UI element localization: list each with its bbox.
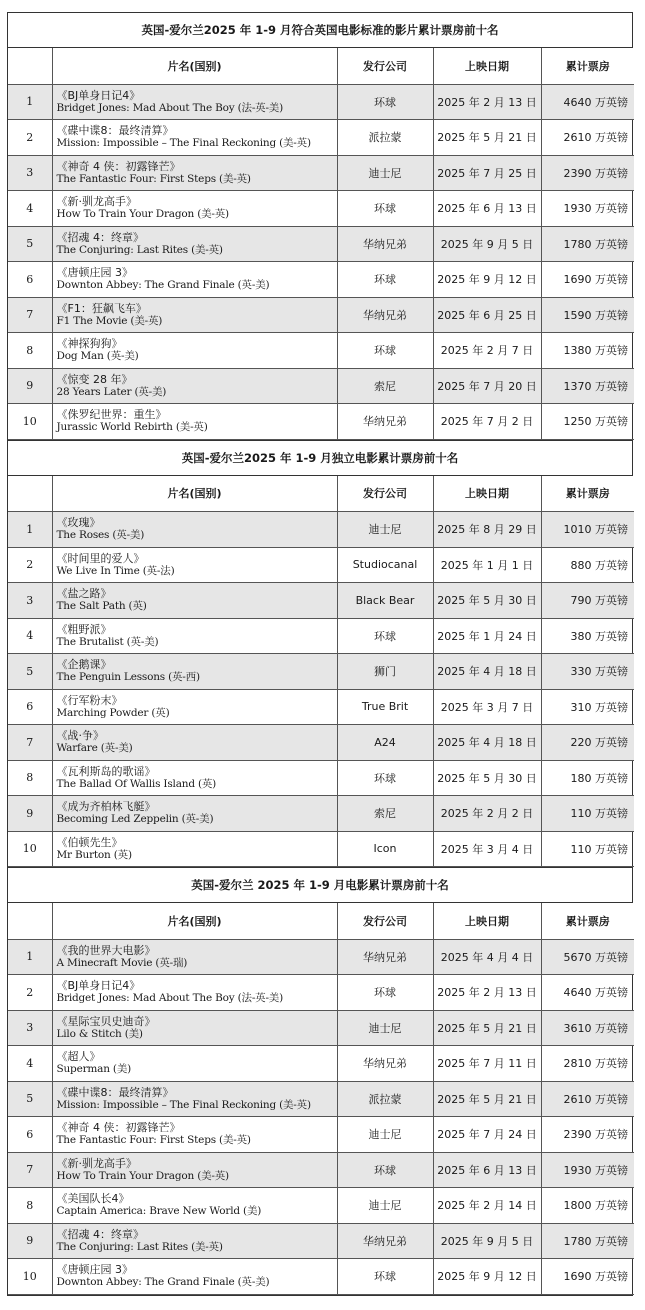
- table-row: [8, 1188, 634, 1224]
- release-date-cell: 2025 年 7 月 20 日: [433, 368, 541, 404]
- title-cell: [52, 155, 337, 191]
- release-date-cell: 2025 年 7 月 11 日: [433, 1046, 541, 1082]
- header-release-date: 上映日期: [433, 476, 541, 512]
- table-row: [8, 796, 634, 832]
- header-rank: [8, 903, 52, 939]
- title-chinese: 《新·驯龙高手》: [56, 1156, 137, 1170]
- title-english: Lilo & Stitch (美): [56, 1027, 143, 1040]
- distributor-cell: 华纳兄弟: [337, 297, 433, 333]
- release-date-cell: 2025 年 9 月 12 日: [433, 1259, 541, 1295]
- title-cell: [52, 618, 337, 654]
- title-chinese: 《行军粉末》: [56, 693, 123, 707]
- distributor-cell: 华纳兄弟: [337, 1223, 433, 1259]
- gross-cell: 1380 万英镑: [541, 333, 634, 369]
- title-cell: [52, 333, 337, 369]
- rank-cell: 5: [8, 654, 52, 690]
- box-office-table: [8, 476, 634, 868]
- gross-cell: 1800 万英镑: [541, 1188, 634, 1224]
- title-english: The Fantastic Four: First Steps (美-英): [56, 1134, 251, 1147]
- header-distributor: 发行公司: [337, 48, 433, 84]
- rank-cell: 3: [8, 583, 52, 619]
- release-date-cell: 2025 年 7 月 2 日: [433, 404, 541, 440]
- title-english: Superman (美): [56, 1063, 132, 1076]
- title-cell: [52, 1081, 337, 1117]
- rank-cell: 10: [8, 404, 52, 440]
- distributor-cell: 狮门: [337, 654, 433, 690]
- distributor-cell: 环球: [337, 191, 433, 227]
- title-english: 28 Years Later (英-美): [56, 385, 167, 398]
- table-row: [8, 939, 634, 975]
- release-date-cell: 2025 年 2 月 14 日: [433, 1188, 541, 1224]
- table-header-row: [8, 903, 634, 939]
- release-date-cell: 2025 年 5 月 21 日: [433, 1010, 541, 1046]
- title-chinese: 《美国队长4》: [56, 1192, 130, 1206]
- rank-cell: 9: [8, 1223, 52, 1259]
- title-chinese: 《BJ单身日记4》: [56, 88, 141, 102]
- title-chinese: 《神奇 4 侠：初露锋芒》: [56, 1121, 181, 1135]
- rank-cell: 6: [8, 262, 52, 298]
- title-chinese: 《唐顿庄园 3》: [56, 266, 133, 280]
- table-row: [8, 191, 634, 227]
- title-chinese: 《惊变 28 年》: [56, 372, 133, 386]
- release-date-cell: 2025 年 6 月 13 日: [433, 191, 541, 227]
- table-row: [8, 654, 634, 690]
- release-date-cell: 2025 年 5 月 30 日: [433, 760, 541, 796]
- rank-cell: 8: [8, 1188, 52, 1224]
- sections-container: [7, 12, 633, 1296]
- distributor-cell: Black Bear: [337, 583, 433, 619]
- rank-cell: 7: [8, 297, 52, 333]
- header-release-date: 上映日期: [433, 48, 541, 84]
- gross-cell: 5670 万英镑: [541, 939, 634, 975]
- box-office-table: [8, 48, 634, 440]
- title-chinese: 《伯顿先生》: [56, 835, 123, 849]
- title-cell: [52, 975, 337, 1011]
- title-chinese: 《新·驯龙高手》: [56, 195, 137, 209]
- rank-cell: 4: [8, 191, 52, 227]
- distributor-cell: 迪士尼: [337, 1010, 433, 1046]
- gross-cell: 1690 万英镑: [541, 262, 634, 298]
- title-english: F1 The Movie (美-英): [56, 314, 163, 327]
- table-row: [8, 1152, 634, 1188]
- title-chinese: 《神奇 4 侠：初露锋芒》: [56, 159, 181, 173]
- gross-cell: 110 万英镑: [541, 796, 634, 832]
- header-title: 片名(国别): [52, 903, 337, 939]
- title-english: Mission: Impossible – The Final Reckoning (美-英): [56, 137, 311, 150]
- title-english: Captain America: Brave New World (美): [56, 1205, 262, 1218]
- title-english: The Penguin Lessons (英-西): [56, 671, 200, 684]
- table-row: [8, 725, 634, 761]
- distributor-cell: 迪士尼: [337, 1188, 433, 1224]
- title-cell: [52, 404, 337, 440]
- title-cell: [52, 1223, 337, 1259]
- release-date-cell: 2025 年 2 月 7 日: [433, 333, 541, 369]
- table-header-row: [8, 476, 634, 512]
- title-chinese: 《玫瑰》: [56, 516, 101, 530]
- table-row: [8, 226, 634, 262]
- table-section: [7, 440, 633, 868]
- gross-cell: 2610 万英镑: [541, 120, 634, 156]
- release-date-cell: 2025 年 5 月 21 日: [433, 1081, 541, 1117]
- gross-cell: 1780 万英镑: [541, 1223, 634, 1259]
- distributor-cell: 环球: [337, 84, 433, 120]
- gross-cell: 1590 万英镑: [541, 297, 634, 333]
- title-cell: [52, 226, 337, 262]
- table-section: [7, 867, 633, 1296]
- release-date-cell: 2025 年 9 月 5 日: [433, 1223, 541, 1259]
- title-chinese: 《企鹅课》: [56, 658, 112, 672]
- title-cell: [52, 1152, 337, 1188]
- title-chinese: 《粗野派》: [56, 622, 112, 636]
- gross-cell: 2610 万英镑: [541, 1081, 634, 1117]
- title-english: A Minecraft Movie (英-瑞): [56, 956, 188, 969]
- table-row: [8, 297, 634, 333]
- rank-cell: 2: [8, 547, 52, 583]
- header-title: 片名(国别): [52, 48, 337, 84]
- gross-cell: 4640 万英镑: [541, 84, 634, 120]
- title-english: Becoming Led Zeppelin (英-美): [56, 813, 214, 826]
- table-row: [8, 1046, 634, 1082]
- gross-cell: 1370 万英镑: [541, 368, 634, 404]
- table-row: [8, 84, 634, 120]
- rank-cell: 4: [8, 1046, 52, 1082]
- rank-cell: 1: [8, 84, 52, 120]
- release-date-cell: 2025 年 5 月 30 日: [433, 583, 541, 619]
- table-header-row: [8, 48, 634, 84]
- release-date-cell: 2025 年 7 月 24 日: [433, 1117, 541, 1153]
- title-cell: [52, 84, 337, 120]
- release-date-cell: 2025 年 1 月 1 日: [433, 547, 541, 583]
- title-chinese: 《BJ单身日记4》: [56, 979, 141, 993]
- title-chinese: 《星际宝贝史迪奇》: [56, 1014, 156, 1028]
- gross-cell: 330 万英镑: [541, 654, 634, 690]
- table-body: [8, 512, 634, 867]
- title-chinese: 《我的世界大电影》: [56, 943, 156, 957]
- title-cell: [52, 725, 337, 761]
- release-date-cell: 2025 年 1 月 24 日: [433, 618, 541, 654]
- title-english: Dog Man (英-美): [56, 350, 139, 363]
- title-cell: [52, 1010, 337, 1046]
- release-date-cell: 2025 年 2 月 2 日: [433, 796, 541, 832]
- gross-cell: 1250 万英镑: [541, 404, 634, 440]
- title-cell: [52, 1188, 337, 1224]
- rank-cell: 3: [8, 1010, 52, 1046]
- distributor-cell: 派拉蒙: [337, 120, 433, 156]
- rank-cell: 2: [8, 120, 52, 156]
- table-row: [8, 760, 634, 796]
- title-chinese: 《瓦利斯岛的歌谣》: [56, 764, 156, 778]
- table-body: [8, 939, 634, 1294]
- gross-cell: 380 万英镑: [541, 618, 634, 654]
- release-date-cell: 2025 年 3 月 4 日: [433, 831, 541, 867]
- table-row: [8, 262, 634, 298]
- table-row: [8, 1010, 634, 1046]
- distributor-cell: Studiocanal: [337, 547, 433, 583]
- section-title: 英国-爱尔兰2025 年 1-9 月独立电影累计票房前十名: [8, 440, 632, 476]
- header-title: 片名(国别): [52, 476, 337, 512]
- release-date-cell: 2025 年 2 月 13 日: [433, 84, 541, 120]
- distributor-cell: 环球: [337, 760, 433, 796]
- rank-cell: 7: [8, 725, 52, 761]
- title-chinese: 《时间里的爱人》: [56, 551, 145, 565]
- title-chinese: 《唐顿庄园 3》: [56, 1263, 133, 1277]
- table-row: [8, 404, 634, 440]
- title-cell: [52, 796, 337, 832]
- gross-cell: 3610 万英镑: [541, 1010, 634, 1046]
- section-title: 英国-爱尔兰 2025 年 1-9 月电影累计票房前十名: [8, 867, 632, 903]
- gross-cell: 1930 万英镑: [541, 1152, 634, 1188]
- table-row: [8, 155, 634, 191]
- release-date-cell: 2025 年 5 月 21 日: [433, 120, 541, 156]
- table-body: [8, 84, 634, 439]
- table-row: [8, 975, 634, 1011]
- distributor-cell: 环球: [337, 618, 433, 654]
- title-cell: [52, 831, 337, 867]
- header-distributor: 发行公司: [337, 903, 433, 939]
- title-english: How To Train Your Dragon (美-英): [56, 1169, 229, 1182]
- gross-cell: 4640 万英镑: [541, 975, 634, 1011]
- title-english: We Live In Time (英-法): [56, 564, 175, 577]
- title-english: How To Train Your Dragon (美-英): [56, 208, 229, 221]
- gross-cell: 310 万英镑: [541, 689, 634, 725]
- gross-cell: 2390 万英镑: [541, 155, 634, 191]
- title-english: The Ballad Of Wallis Island (英): [56, 777, 217, 790]
- title-english: Bridget Jones: Mad About The Boy (法-英-美): [56, 992, 284, 1005]
- release-date-cell: 2025 年 6 月 25 日: [433, 297, 541, 333]
- rank-cell: 5: [8, 226, 52, 262]
- distributor-cell: Icon: [337, 831, 433, 867]
- header-gross: 累计票房: [541, 48, 634, 84]
- gross-cell: 1930 万英镑: [541, 191, 634, 227]
- distributor-cell: 迪士尼: [337, 155, 433, 191]
- rank-cell: 10: [8, 1259, 52, 1295]
- title-cell: [52, 547, 337, 583]
- title-english: Downton Abbey: The Grand Finale (英-美): [56, 1276, 270, 1289]
- distributor-cell: 迪士尼: [337, 1117, 433, 1153]
- release-date-cell: 2025 年 2 月 13 日: [433, 975, 541, 1011]
- gross-cell: 1010 万英镑: [541, 512, 634, 548]
- title-cell: [52, 583, 337, 619]
- table-row: [8, 1117, 634, 1153]
- title-chinese: 《神探狗狗》: [56, 337, 123, 351]
- title-cell: [52, 368, 337, 404]
- release-date-cell: 2025 年 7 月 25 日: [433, 155, 541, 191]
- release-date-cell: 2025 年 4 月 18 日: [433, 654, 541, 690]
- title-cell: [52, 1259, 337, 1295]
- table-row: [8, 689, 634, 725]
- release-date-cell: 2025 年 4 月 18 日: [433, 725, 541, 761]
- distributor-cell: 华纳兄弟: [337, 1046, 433, 1082]
- title-chinese: 《成为齐柏林飞艇》: [56, 800, 156, 814]
- title-chinese: 《碟中谍8：最终清算》: [56, 1085, 174, 1099]
- release-date-cell: 2025 年 4 月 4 日: [433, 939, 541, 975]
- box-office-table: [8, 903, 634, 1295]
- rank-cell: 2: [8, 975, 52, 1011]
- title-cell: [52, 689, 337, 725]
- gross-cell: 220 万英镑: [541, 725, 634, 761]
- section-title: 英国-爱尔兰2025 年 1-9 月符合英国电影标准的影片累计票房前十名: [8, 12, 632, 48]
- title-cell: [52, 939, 337, 975]
- distributor-cell: 环球: [337, 262, 433, 298]
- release-date-cell: 2025 年 9 月 12 日: [433, 262, 541, 298]
- release-date-cell: 2025 年 9 月 5 日: [433, 226, 541, 262]
- rank-cell: 7: [8, 1152, 52, 1188]
- title-english: The Fantastic Four: First Steps (美-英): [56, 172, 251, 185]
- title-cell: [52, 191, 337, 227]
- title-chinese: 《侏罗纪世界：重生》: [56, 408, 167, 422]
- title-cell: [52, 297, 337, 333]
- distributor-cell: 环球: [337, 1259, 433, 1295]
- distributor-cell: 环球: [337, 1152, 433, 1188]
- title-english: Bridget Jones: Mad About The Boy (法-英-美): [56, 101, 284, 114]
- rank-cell: 5: [8, 1081, 52, 1117]
- table-row: [8, 120, 634, 156]
- title-chinese: 《招魂 4：终章》: [56, 1227, 144, 1241]
- table-row: [8, 831, 634, 867]
- rank-cell: 8: [8, 333, 52, 369]
- rank-cell: 6: [8, 1117, 52, 1153]
- table-row: [8, 512, 634, 548]
- header-release-date: 上映日期: [433, 903, 541, 939]
- rank-cell: 1: [8, 512, 52, 548]
- header-gross: 累计票房: [541, 476, 634, 512]
- title-english: Jurassic World Rebirth (美-英): [56, 421, 208, 434]
- title-english: Warfare (英-美): [56, 742, 133, 755]
- title-chinese: 《盐之路》: [56, 587, 112, 601]
- title-english: Downton Abbey: The Grand Finale (英-美): [56, 279, 270, 292]
- table-row: [8, 618, 634, 654]
- title-chinese: 《战·争》: [56, 729, 104, 743]
- rank-cell: 3: [8, 155, 52, 191]
- title-english: Marching Powder (英): [56, 706, 170, 719]
- title-cell: [52, 1046, 337, 1082]
- title-cell: [52, 760, 337, 796]
- release-date-cell: 2025 年 3 月 7 日: [433, 689, 541, 725]
- title-cell: [52, 262, 337, 298]
- title-cell: [52, 512, 337, 548]
- header-gross: 累计票房: [541, 903, 634, 939]
- title-english: The Brutalist (英-美): [56, 635, 159, 648]
- title-chinese: 《招魂 4：终章》: [56, 230, 144, 244]
- gross-cell: 1690 万英镑: [541, 1259, 634, 1295]
- title-chinese: 《碟中谍8：最终清算》: [56, 124, 174, 138]
- distributor-cell: 华纳兄弟: [337, 939, 433, 975]
- title-english: The Conjuring: Last Rites (美-英): [56, 1240, 223, 1253]
- gross-cell: 880 万英镑: [541, 547, 634, 583]
- title-cell: [52, 654, 337, 690]
- title-chinese: 《F1：狂飙飞车》: [56, 301, 147, 315]
- rank-cell: 9: [8, 796, 52, 832]
- title-english: Mr Burton (英): [56, 848, 132, 861]
- distributor-cell: 华纳兄弟: [337, 226, 433, 262]
- title-cell: [52, 120, 337, 156]
- table-row: [8, 333, 634, 369]
- box-office-document: [7, 12, 633, 1296]
- title-chinese: 《超人》: [56, 1050, 101, 1064]
- header-rank: [8, 48, 52, 84]
- table-row: [8, 1223, 634, 1259]
- table-section: [7, 12, 633, 440]
- rank-cell: 9: [8, 368, 52, 404]
- release-date-cell: 2025 年 8 月 29 日: [433, 512, 541, 548]
- gross-cell: 180 万英镑: [541, 760, 634, 796]
- distributor-cell: 索尼: [337, 368, 433, 404]
- distributor-cell: A24: [337, 725, 433, 761]
- rank-cell: 6: [8, 689, 52, 725]
- table-row: [8, 583, 634, 619]
- gross-cell: 2810 万英镑: [541, 1046, 634, 1082]
- distributor-cell: 索尼: [337, 796, 433, 832]
- title-english: Mission: Impossible – The Final Reckoning (美-英): [56, 1098, 311, 1111]
- release-date-cell: 2025 年 6 月 13 日: [433, 1152, 541, 1188]
- rank-cell: 8: [8, 760, 52, 796]
- gross-cell: 2390 万英镑: [541, 1117, 634, 1153]
- title-cell: [52, 1117, 337, 1153]
- header-distributor: 发行公司: [337, 476, 433, 512]
- table-row: [8, 1081, 634, 1117]
- table-row: [8, 1259, 634, 1295]
- gross-cell: 790 万英镑: [541, 583, 634, 619]
- title-english: The Conjuring: Last Rites (美-英): [56, 243, 223, 256]
- distributor-cell: 迪士尼: [337, 512, 433, 548]
- distributor-cell: True Brit: [337, 689, 433, 725]
- distributor-cell: 环球: [337, 975, 433, 1011]
- table-row: [8, 368, 634, 404]
- table-row: [8, 547, 634, 583]
- distributor-cell: 派拉蒙: [337, 1081, 433, 1117]
- title-english: The Salt Path (英): [56, 600, 147, 613]
- distributor-cell: 华纳兄弟: [337, 404, 433, 440]
- gross-cell: 110 万英镑: [541, 831, 634, 867]
- rank-cell: 4: [8, 618, 52, 654]
- gross-cell: 1780 万英镑: [541, 226, 634, 262]
- title-english: The Roses (英-美): [56, 529, 145, 542]
- header-rank: [8, 476, 52, 512]
- distributor-cell: 环球: [337, 333, 433, 369]
- rank-cell: 1: [8, 939, 52, 975]
- rank-cell: 10: [8, 831, 52, 867]
